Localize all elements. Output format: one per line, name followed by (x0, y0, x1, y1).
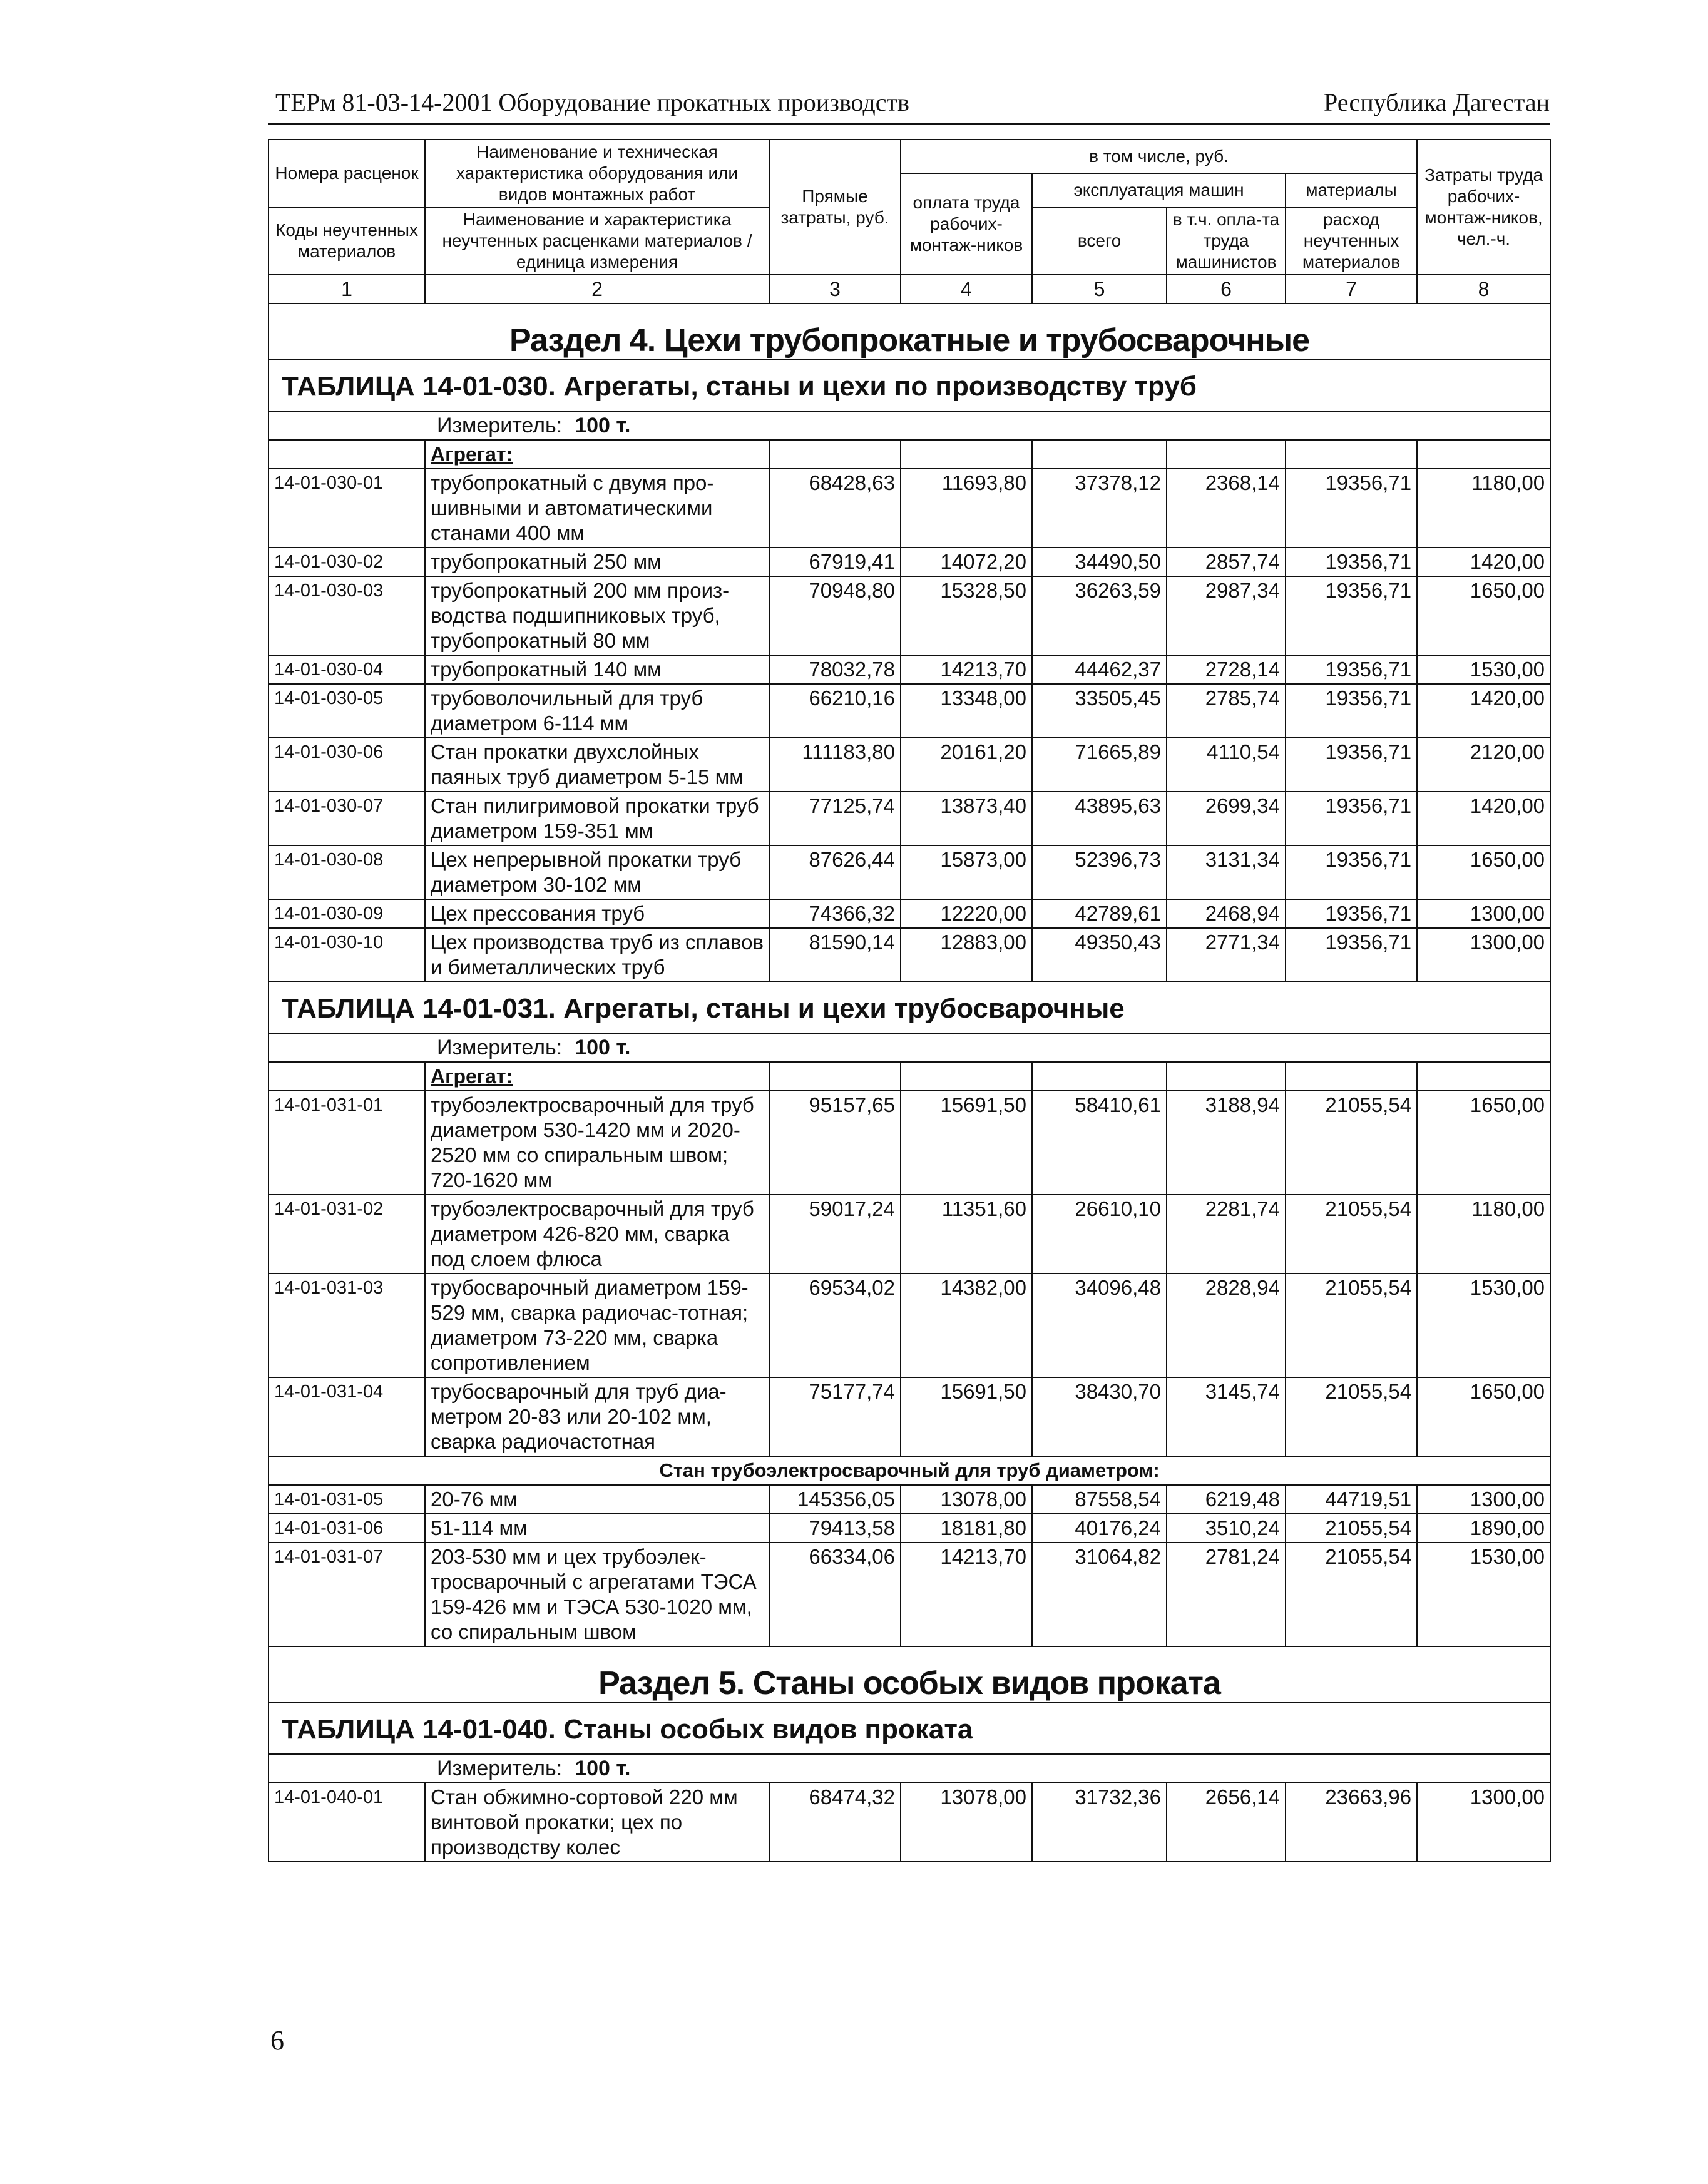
table-row (268, 845, 1550, 899)
header-machinist-pay: в т.ч. опла-та труда машинистов (1167, 207, 1286, 275)
column-number: 4 (901, 275, 1032, 304)
value-mat: 19356,71 (1286, 928, 1417, 982)
value-mach: 87558,54 (1032, 1485, 1167, 1514)
value-direct: 77125,74 (769, 792, 901, 845)
value-mach-labor: 2281,74 (1167, 1195, 1286, 1273)
rate-code: 14-01-040-01 (268, 1783, 425, 1862)
value-hours: 1530,00 (1417, 1273, 1550, 1377)
value-labor: 12883,00 (901, 928, 1032, 982)
rate-name: трубопрокатный 200 мм произ-водства подшипниковых труб, трубопрокатный 80 мм (425, 576, 769, 655)
header-codes: Номера расценок (268, 140, 425, 207)
table-row (268, 1783, 1550, 1862)
value-direct: 70948,80 (769, 576, 901, 655)
value-direct: 74366,32 (769, 899, 901, 928)
header-divider (268, 123, 1550, 125)
table-title: ТАБЛИЦА 14-01-030. Агрегаты, станы и цехи по производству труб (268, 360, 1550, 411)
measure-unit (268, 411, 1550, 440)
table-row (268, 469, 1550, 548)
column-number: 8 (1417, 275, 1550, 304)
rate-name: 20-76 мм (425, 1485, 769, 1514)
value-labor: 13873,40 (901, 792, 1032, 845)
value-mat: 23663,96 (1286, 1783, 1417, 1862)
value-labor: 18181,80 (901, 1514, 1032, 1543)
table-header (268, 140, 1550, 304)
rate-name: трубопрокатный 250 мм (425, 548, 769, 576)
value-hours: 1650,00 (1417, 845, 1550, 899)
table-title-row (268, 982, 1550, 1033)
value-hours: 1300,00 (1417, 1485, 1550, 1514)
value-direct: 66334,06 (769, 1543, 901, 1646)
value-mach-labor: 6219,48 (1167, 1485, 1286, 1514)
measure-label: Измеритель: (437, 414, 563, 437)
value-mat: 19356,71 (1286, 792, 1417, 845)
value-mat: 19356,71 (1286, 899, 1417, 928)
group-heading-spacer (1417, 440, 1550, 469)
value-direct: 145356,05 (769, 1485, 901, 1514)
group-heading-spacer (1286, 1062, 1417, 1091)
value-labor: 11351,60 (901, 1195, 1032, 1273)
value-direct: 111183,80 (769, 738, 901, 792)
rate-code: 14-01-031-07 (268, 1543, 425, 1646)
value-mach: 71665,89 (1032, 738, 1167, 792)
rate-name: трубосварочный диаметром 159-529 мм, сварка радиочас-тотная; диаметром 73-220 мм, сварка сопротивлением (425, 1273, 769, 1377)
value-direct: 79413,58 (769, 1514, 901, 1543)
header-material-names: Наименование и характеристика неучтенных расценками материалов / единица измерения (425, 207, 769, 275)
value-labor: 13348,00 (901, 684, 1032, 738)
value-mat: 19356,71 (1286, 469, 1417, 548)
measure-row (268, 1754, 1550, 1783)
rate-name: Цех производства труб из сплавов и биметаллических труб (425, 928, 769, 982)
value-mat: 21055,54 (1286, 1514, 1417, 1543)
measure-label: Измеритель: (437, 1757, 563, 1780)
group-heading-spacer (769, 1062, 901, 1091)
rate-name: Стан обжимно-сортовой 220 мм винтовой прокатки; цех по производству колес (425, 1783, 769, 1862)
header-worker-pay: оплата труда рабочих-монтаж-ников (901, 173, 1032, 275)
value-mat: 21055,54 (1286, 1195, 1417, 1273)
value-direct: 81590,14 (769, 928, 901, 982)
rate-code: 14-01-031-05 (268, 1485, 425, 1514)
value-direct: 95157,65 (769, 1091, 901, 1195)
group-heading-spacer (1417, 1062, 1550, 1091)
value-mach-labor: 2828,94 (1167, 1273, 1286, 1377)
value-mach: 58410,61 (1032, 1091, 1167, 1195)
table-row (268, 792, 1550, 845)
value-mat: 21055,54 (1286, 1377, 1417, 1456)
value-hours: 1300,00 (1417, 1783, 1550, 1862)
value-mat: 19356,71 (1286, 845, 1417, 899)
value-mach: 34490,50 (1032, 548, 1167, 576)
header-including: в том числе, руб. (901, 140, 1417, 173)
column-number: 7 (1286, 275, 1417, 304)
group-heading-spacer (1286, 440, 1417, 469)
value-mach: 37378,12 (1032, 469, 1167, 548)
header-name: Наименование и техническая характеристика оборудования или видов монтажных работ (425, 140, 769, 207)
section-title-row (268, 1646, 1550, 1703)
value-labor: 15328,50 (901, 576, 1032, 655)
value-labor: 15691,50 (901, 1091, 1032, 1195)
value-hours: 1890,00 (1417, 1514, 1550, 1543)
value-hours: 1300,00 (1417, 899, 1550, 928)
table-title-row (268, 360, 1550, 411)
rate-code: 14-01-030-08 (268, 845, 425, 899)
rate-code: 14-01-031-02 (268, 1195, 425, 1273)
value-mat: 19356,71 (1286, 655, 1417, 684)
measure-value: 100 т. (575, 1036, 631, 1059)
table-row (268, 899, 1550, 928)
value-mach: 49350,43 (1032, 928, 1167, 982)
group-heading: Агрегат: (425, 1062, 769, 1091)
table-row (268, 1273, 1550, 1377)
table-row (268, 1091, 1550, 1195)
rate-code: 14-01-030-04 (268, 655, 425, 684)
header-material-consumption: расход неучтенных материалов (1286, 207, 1417, 275)
value-mach-labor: 2468,94 (1167, 899, 1286, 928)
rates-table (268, 139, 1551, 1862)
section-title-row (268, 304, 1550, 360)
column-number: 1 (268, 275, 425, 304)
measure-unit (268, 1033, 1550, 1062)
value-hours: 1420,00 (1417, 548, 1550, 576)
value-hours: 1420,00 (1417, 792, 1550, 845)
rate-name: Стан прокатки двухслойных паяных труб диаметром 5-15 мм (425, 738, 769, 792)
table-row (268, 655, 1550, 684)
value-mat: 19356,71 (1286, 738, 1417, 792)
value-mach: 34096,48 (1032, 1273, 1167, 1377)
column-number: 6 (1167, 275, 1286, 304)
value-mach: 38430,70 (1032, 1377, 1167, 1456)
value-direct: 67919,41 (769, 548, 901, 576)
value-mach-labor: 2987,34 (1167, 576, 1286, 655)
rate-code: 14-01-030-03 (268, 576, 425, 655)
value-direct: 68428,63 (769, 469, 901, 548)
rate-name: трубоэлектросварочный для труб диаметром 426-820 мм, сварка под слоем флюса (425, 1195, 769, 1273)
value-direct: 68474,32 (769, 1783, 901, 1862)
rate-code: 14-01-030-07 (268, 792, 425, 845)
value-labor: 13078,00 (901, 1485, 1032, 1514)
value-hours: 1650,00 (1417, 576, 1550, 655)
group-heading-spacer (1032, 1062, 1167, 1091)
rate-code: 14-01-030-02 (268, 548, 425, 576)
value-mach: 31064,82 (1032, 1543, 1167, 1646)
value-hours: 1300,00 (1417, 928, 1550, 982)
table-row (268, 1514, 1550, 1543)
value-labor: 20161,20 (901, 738, 1032, 792)
value-mach-labor: 2728,14 (1167, 655, 1286, 684)
value-labor: 14072,20 (901, 548, 1032, 576)
value-mach-labor: 2785,74 (1167, 684, 1286, 738)
value-mach-labor: 2368,14 (1167, 469, 1286, 548)
table-row (268, 684, 1550, 738)
document-header-region: Республика Дагестан (1324, 88, 1550, 116)
value-direct: 78032,78 (769, 655, 901, 684)
value-hours: 1530,00 (1417, 1543, 1550, 1646)
value-mach: 43895,63 (1032, 792, 1167, 845)
value-direct: 87626,44 (769, 845, 901, 899)
column-number: 2 (425, 275, 769, 304)
value-mat: 21055,54 (1286, 1091, 1417, 1195)
rate-code: 14-01-031-03 (268, 1273, 425, 1377)
group-heading-row (268, 1062, 1550, 1091)
rate-name: трубопрокатный с двумя про-шивными и автоматическими станами 400 мм (425, 469, 769, 548)
rate-code: 14-01-031-04 (268, 1377, 425, 1456)
table-row (268, 928, 1550, 982)
table-row (268, 1195, 1550, 1273)
header-direct-costs: Прямые затраты, руб. (769, 140, 901, 275)
value-hours: 1180,00 (1417, 469, 1550, 548)
value-direct: 69534,02 (769, 1273, 901, 1377)
value-mach: 31732,36 (1032, 1783, 1167, 1862)
header-machines-total: всего (1032, 207, 1167, 275)
value-mach-labor: 2771,34 (1167, 928, 1286, 982)
value-labor: 15873,00 (901, 845, 1032, 899)
value-mach: 33505,45 (1032, 684, 1167, 738)
table-row (268, 738, 1550, 792)
group-heading-spacer (268, 440, 425, 469)
rate-code: 14-01-031-01 (268, 1091, 425, 1195)
group-heading-spacer (769, 440, 901, 469)
value-hours: 2120,00 (1417, 738, 1550, 792)
value-mach: 26610,10 (1032, 1195, 1167, 1273)
rate-name: 51-114 мм (425, 1514, 769, 1543)
table-title: ТАБЛИЦА 14-01-031. Агрегаты, станы и цехи трубосварочные (268, 982, 1550, 1033)
group-heading-spacer (1167, 1062, 1286, 1091)
value-mach: 40176,24 (1032, 1514, 1167, 1543)
table-title: ТАБЛИЦА 14-01-040. Станы особых видов проката (268, 1703, 1550, 1754)
table-row (268, 576, 1550, 655)
value-labor: 14213,70 (901, 1543, 1032, 1646)
value-hours: 1420,00 (1417, 684, 1550, 738)
header-machine-operation: эксплуатация машин (1032, 173, 1286, 207)
rate-name: Стан пилигримовой прокатки труб диаметром 159-351 мм (425, 792, 769, 845)
value-labor: 15691,50 (901, 1377, 1032, 1456)
column-number: 3 (769, 275, 901, 304)
rate-code: 14-01-030-09 (268, 899, 425, 928)
value-mach-labor: 3510,24 (1167, 1514, 1286, 1543)
group-heading-spacer (1032, 440, 1167, 469)
rate-code: 14-01-031-06 (268, 1514, 425, 1543)
rate-code: 14-01-030-05 (268, 684, 425, 738)
value-labor: 11693,80 (901, 469, 1032, 548)
value-mat: 44719,51 (1286, 1485, 1417, 1514)
group-heading-spacer (268, 1062, 425, 1091)
table-row (268, 1377, 1550, 1456)
group-heading-spacer (901, 440, 1032, 469)
column-number: 5 (1032, 275, 1167, 304)
rate-name: трубосварочный для труб диа-метром 20-83 или 20-102 мм, сварка радиочастотная (425, 1377, 769, 1456)
measure-unit (268, 1754, 1550, 1783)
table-title-row (268, 1703, 1550, 1754)
header-materials: материалы (1286, 173, 1417, 207)
value-mach-labor: 3145,74 (1167, 1377, 1286, 1456)
group-heading-row (268, 440, 1550, 469)
rate-code: 14-01-030-10 (268, 928, 425, 982)
measure-value: 100 т. (575, 414, 631, 437)
measure-label: Измеритель: (437, 1036, 563, 1059)
value-hours: 1650,00 (1417, 1091, 1550, 1195)
value-mach: 36263,59 (1032, 576, 1167, 655)
rate-code: 14-01-030-06 (268, 738, 425, 792)
rate-code: 14-01-030-01 (268, 469, 425, 548)
page-number: 6 (270, 2025, 284, 2056)
value-labor: 12220,00 (901, 899, 1032, 928)
table-row (268, 1485, 1550, 1514)
value-mach-labor: 2699,34 (1167, 792, 1286, 845)
rate-name: Цех непрерывной прокатки труб диаметром 30-102 мм (425, 845, 769, 899)
group-heading-spacer (901, 1062, 1032, 1091)
value-mach-labor: 3188,94 (1167, 1091, 1286, 1195)
table-row (268, 1543, 1550, 1646)
group-heading: Агрегат: (425, 440, 769, 469)
value-mach-labor: 3131,34 (1167, 845, 1286, 899)
measure-value: 100 т. (575, 1757, 631, 1780)
value-mach-labor: 4110,54 (1167, 738, 1286, 792)
header-labor-hours: Затраты труда рабочих-монтаж-ников, чел.-ч. (1417, 140, 1550, 275)
value-mat: 19356,71 (1286, 548, 1417, 576)
value-mach: 42789,61 (1032, 899, 1167, 928)
group-heading-row (268, 1456, 1550, 1485)
value-hours: 1180,00 (1417, 1195, 1550, 1273)
value-hours: 1650,00 (1417, 1377, 1550, 1456)
value-direct: 59017,24 (769, 1195, 901, 1273)
table-row (268, 548, 1550, 576)
section-title: Раздел 5. Станы особых видов проката (268, 1646, 1550, 1703)
value-mach-labor: 2656,14 (1167, 1783, 1286, 1862)
value-mat: 21055,54 (1286, 1543, 1417, 1646)
value-mach-labor: 2781,24 (1167, 1543, 1286, 1646)
value-mat: 21055,54 (1286, 1273, 1417, 1377)
rate-name: трубоволочильный для труб диаметром 6-114 мм (425, 684, 769, 738)
value-mat: 19356,71 (1286, 576, 1417, 655)
value-direct: 75177,74 (769, 1377, 901, 1456)
header-material-codes: Коды неучтенных материалов (268, 207, 425, 275)
value-mat: 19356,71 (1286, 684, 1417, 738)
value-hours: 1530,00 (1417, 655, 1550, 684)
document-header-title: ТЕРм 81-03-14-2001 Оборудование прокатных производств (275, 88, 909, 116)
rate-name: 203-530 мм и цех трубоэлек-тросварочный с агрегатами ТЭСА 159-426 мм и ТЭСА 530-1020 мм, со спиральным швом (425, 1543, 769, 1646)
value-direct: 66210,16 (769, 684, 901, 738)
value-mach: 52396,73 (1032, 845, 1167, 899)
section-title: Раздел 4. Цехи трубопрокатные и трубосварочные (268, 304, 1550, 360)
value-mach: 44462,37 (1032, 655, 1167, 684)
value-mach-labor: 2857,74 (1167, 548, 1286, 576)
measure-row (268, 1033, 1550, 1062)
rate-name: трубопрокатный 140 мм (425, 655, 769, 684)
rate-name: трубоэлектросварочный для труб диаметром 530-1420 мм и 2020-2520 мм со спиральным швом; 720-1620 мм (425, 1091, 769, 1195)
value-labor: 14382,00 (901, 1273, 1032, 1377)
table-body (268, 304, 1550, 1862)
value-labor: 14213,70 (901, 655, 1032, 684)
measure-row (268, 411, 1550, 440)
value-labor: 13078,00 (901, 1783, 1032, 1862)
rate-name: Цех прессования труб (425, 899, 769, 928)
group-heading-spacer (1167, 440, 1286, 469)
group-heading: Стан трубоэлектросварочный для труб диаметром: (268, 1456, 1550, 1485)
column-numbers-row (268, 275, 1550, 304)
